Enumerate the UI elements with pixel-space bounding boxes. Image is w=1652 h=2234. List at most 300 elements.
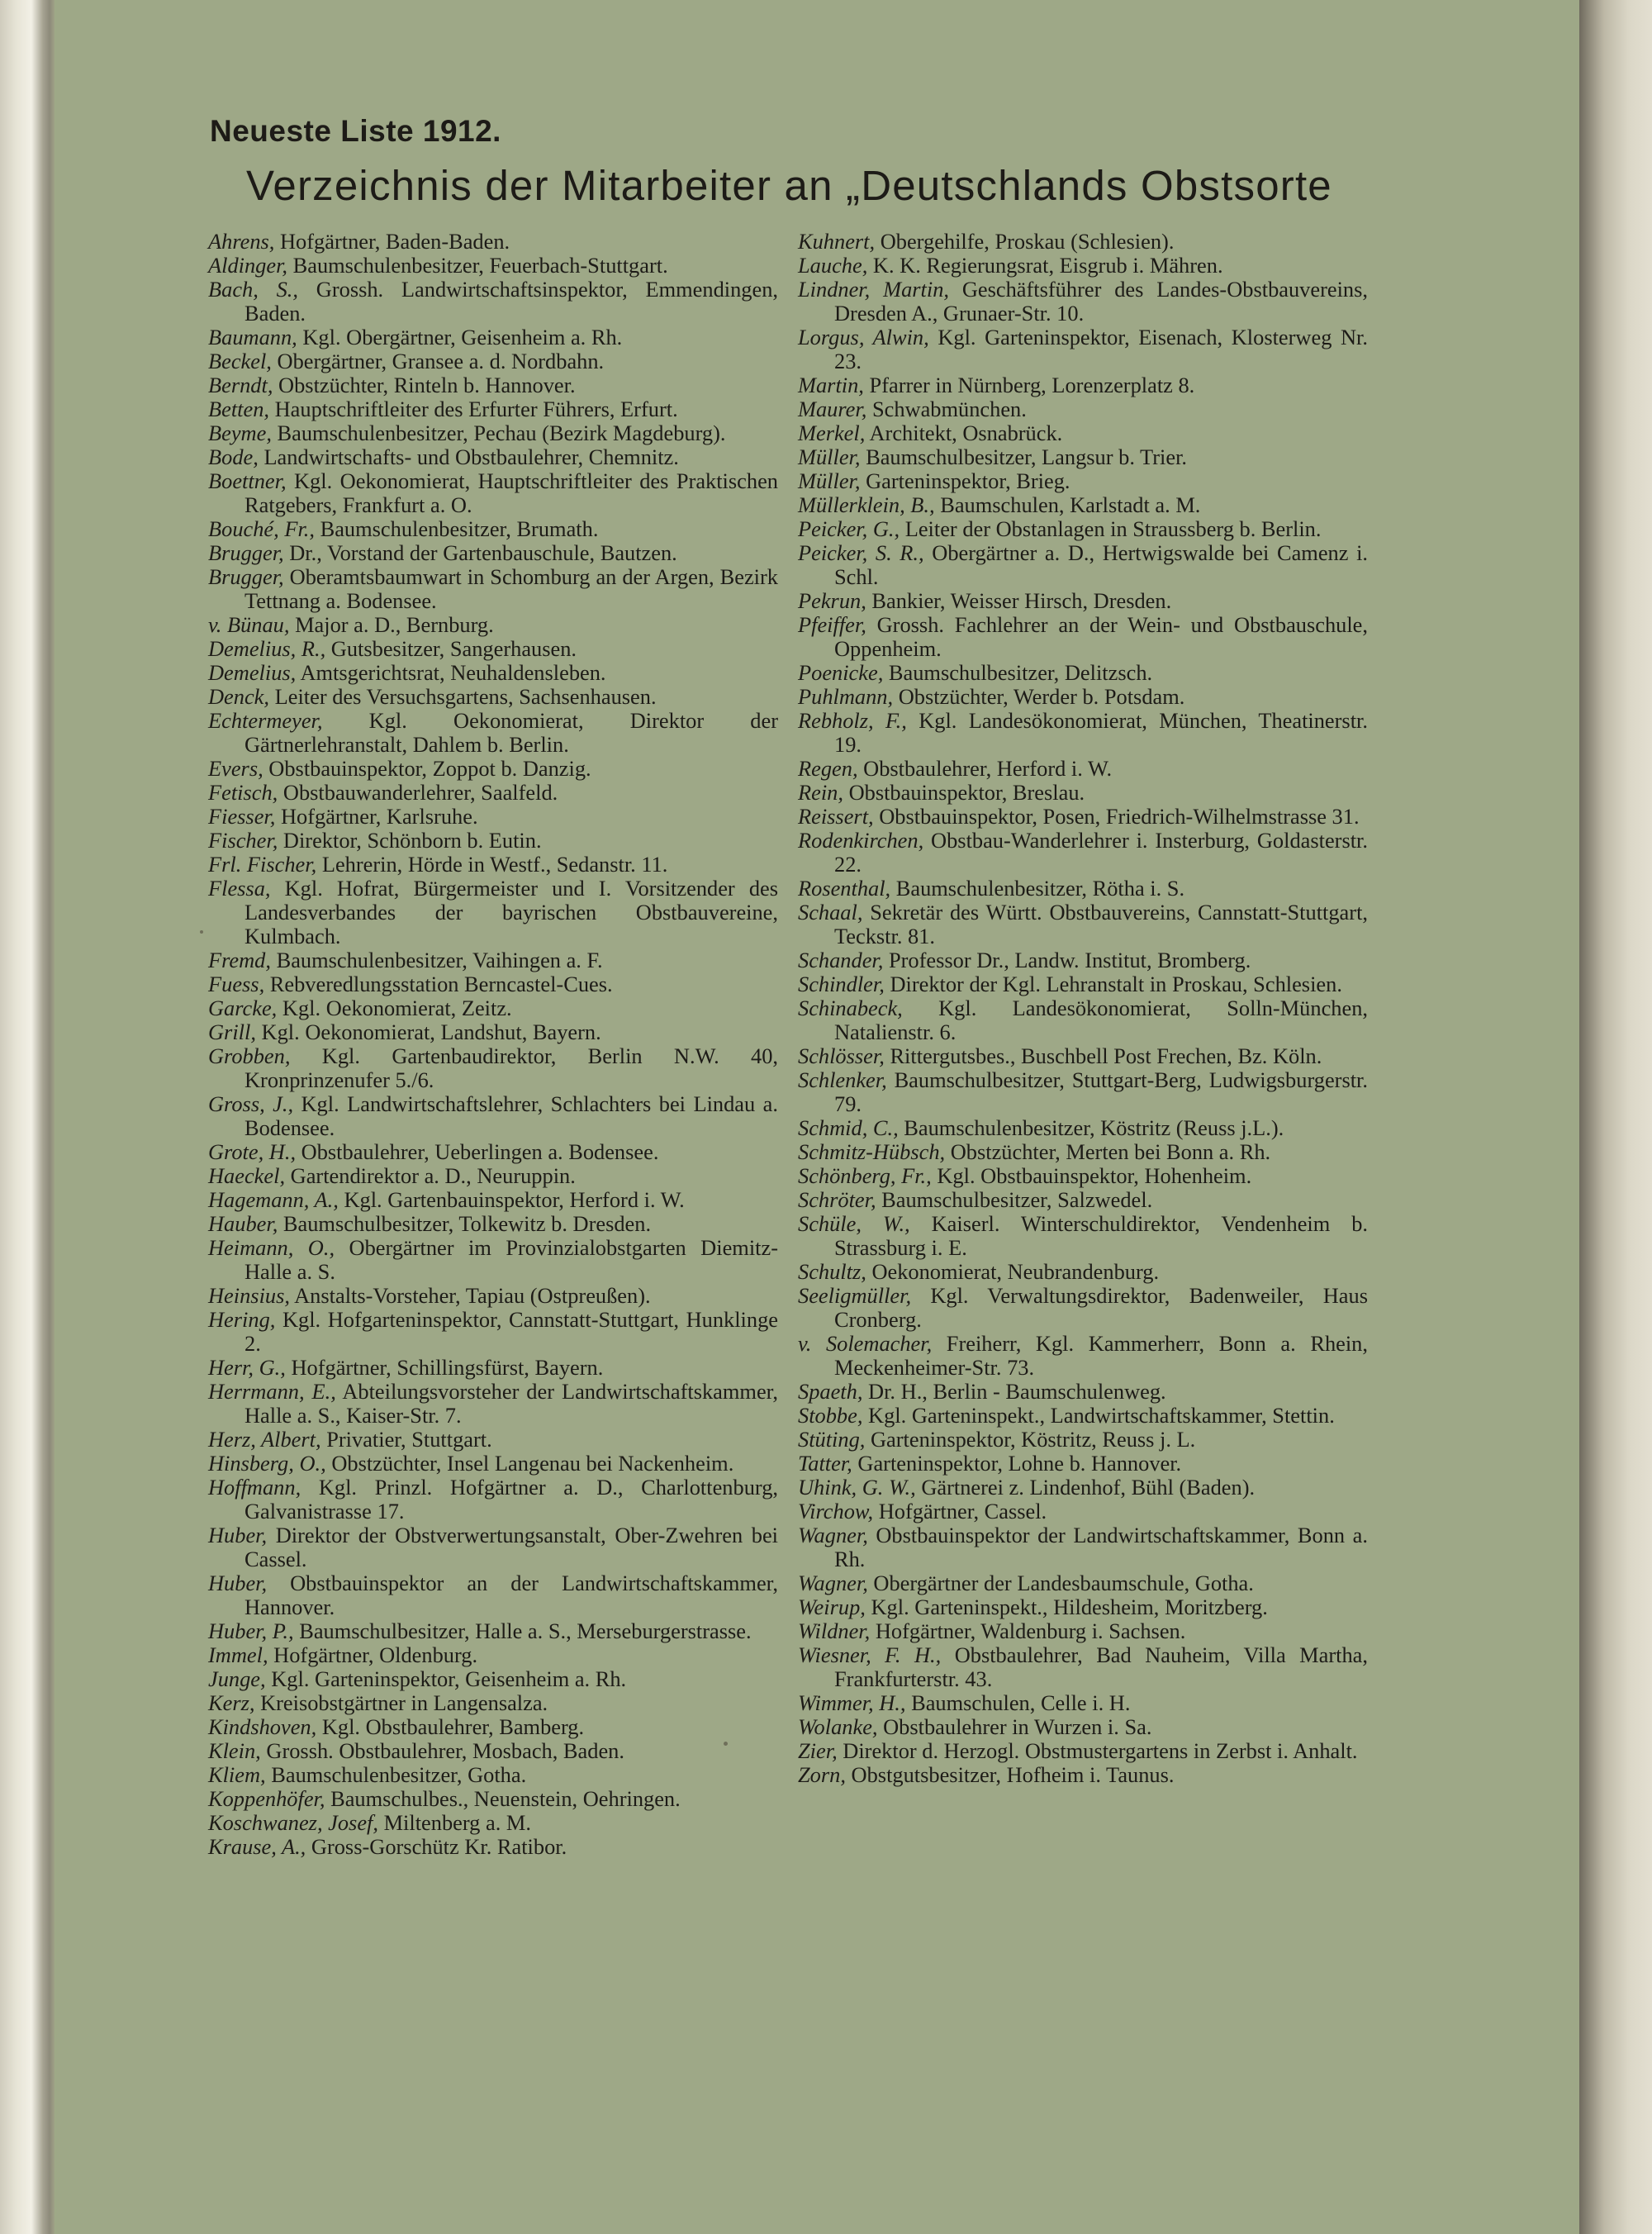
entry-description: Baumschulbesitzer, Tolkewitz b. Dresden. bbox=[282, 1211, 652, 1236]
list-entry bbox=[798, 661, 1368, 685]
list-entry bbox=[798, 541, 1368, 589]
entry-description: Garteninspektor, Brieg. bbox=[866, 468, 1070, 493]
entry-description: Baumschulen, Karlstadt a. M. bbox=[940, 492, 1201, 517]
entry-name: Betten, bbox=[208, 397, 270, 421]
entry-name: Heimann, O., bbox=[208, 1235, 335, 1260]
list-entry bbox=[798, 1571, 1368, 1595]
entry-description: Direktor der Kgl. Lehranstalt in Proskau, Schlesien. bbox=[890, 972, 1342, 996]
entry-description: Kgl. Garteninspekt., Landwirtschaftskammer, Stettin. bbox=[868, 1403, 1335, 1428]
list-entry bbox=[798, 1763, 1368, 1787]
entry-name: Wimmer, H., bbox=[798, 1690, 906, 1715]
entry-description: Obstbaulehrer, Bad Nauheim, Villa Martha, Frankfurterstr. 43. bbox=[834, 1642, 1368, 1691]
entry-description: Garteninspektor, Köstritz, Reuss j. L. bbox=[871, 1427, 1196, 1452]
list-entry bbox=[798, 685, 1368, 709]
entry-name: Schmid, C., bbox=[798, 1115, 899, 1140]
entry-description: Kgl. Oekonomierat, Hauptschriftleiter des Praktischen Ratgebers, Frankfurt a. O. bbox=[244, 468, 778, 517]
book-spine-left bbox=[0, 0, 55, 2234]
list-entry bbox=[798, 805, 1368, 829]
list-entry bbox=[208, 757, 778, 781]
entry-name: Merkel, bbox=[798, 421, 866, 445]
list-entry bbox=[798, 1140, 1368, 1164]
list-entry bbox=[208, 1835, 778, 1859]
entry-name: Schinabeck, bbox=[798, 996, 903, 1020]
entry-name: Reissert, bbox=[798, 804, 874, 829]
entry-description: Bankier, Weisser Hirsch, Dresden. bbox=[871, 588, 1172, 613]
entry-name: Wagner, bbox=[798, 1523, 868, 1547]
list-entry bbox=[208, 1571, 778, 1619]
entry-description: Baumschulenbesitzer, Brumath. bbox=[320, 516, 599, 541]
entry-description: Rebveredlungsstation Berncastel-Cues. bbox=[269, 972, 613, 996]
entry-description: Obstbauinspektor, Breslau. bbox=[848, 780, 1085, 805]
entry-description: Hofgärtner, Oldenburg. bbox=[273, 1642, 478, 1667]
list-entry bbox=[208, 1380, 778, 1428]
entry-description: Direktor d. Herzogl. Obstmustergartens in Zerbst i. Anhalt. bbox=[843, 1738, 1358, 1763]
entry-description: Major a. D., Bernburg. bbox=[295, 612, 494, 637]
entry-description: Pfarrer in Nürnberg, Lorenzerplatz 8. bbox=[869, 373, 1195, 397]
entry-description: Obstbaulehrer, Ueberlingen a. Bodensee. bbox=[301, 1139, 659, 1164]
entry-description: Oekonomierat, Neubrandenburg. bbox=[871, 1259, 1160, 1284]
entry-description: Professor Dr., Landw. Institut, Bromberg. bbox=[888, 948, 1251, 972]
entry-description: Hofgärtner, Waldenburg i. Sachsen. bbox=[875, 1618, 1186, 1643]
entry-name: Baumann, bbox=[208, 325, 297, 349]
entry-name: Gross, J., bbox=[208, 1091, 294, 1116]
entry-description: Grossh. Fachlehrer an der Wein- und Obstbauschule, Oppenheim. bbox=[834, 612, 1368, 661]
entry-name: Junge, bbox=[208, 1666, 266, 1691]
list-entry bbox=[208, 1164, 778, 1188]
entry-name: Schröter, bbox=[798, 1187, 876, 1212]
list-entry bbox=[798, 517, 1368, 541]
entry-description: Baumschulenbesitzer, Gotha. bbox=[271, 1762, 527, 1787]
list-entry bbox=[798, 1380, 1368, 1404]
entry-description: Obergärtner im Provinzialobstgarten Diemitz-Halle a. S. bbox=[244, 1235, 778, 1284]
entry-name: Kuhnert, bbox=[798, 229, 876, 254]
list-entry bbox=[208, 829, 778, 853]
list-entry bbox=[798, 421, 1368, 445]
list-entry bbox=[208, 1667, 778, 1691]
entry-name: Zier, bbox=[798, 1738, 838, 1763]
entry-name: Rodenkirchen, bbox=[798, 828, 924, 853]
entry-name: Huber, bbox=[208, 1571, 268, 1595]
entry-description: Gutsbesitzer, Sangerhausen. bbox=[330, 636, 577, 661]
entry-name: Bouché, Fr., bbox=[208, 516, 315, 541]
entry-description: Hofgärtner, Baden-Baden. bbox=[280, 229, 510, 254]
list-entry bbox=[208, 709, 778, 757]
list-entry bbox=[208, 1811, 778, 1835]
entry-description: Rittergutsbes., Buschbell Post Frechen, Bz. Köln. bbox=[890, 1043, 1322, 1068]
list-entry bbox=[208, 805, 778, 829]
entry-description: Schwabmünchen. bbox=[871, 397, 1027, 421]
list-entry bbox=[798, 278, 1368, 326]
entry-name: Klein, bbox=[208, 1738, 261, 1763]
left-column bbox=[208, 230, 778, 1859]
entry-description: Baumschulbesitzer, Salzwedel. bbox=[881, 1187, 1153, 1212]
entry-name: Rein, bbox=[798, 780, 843, 805]
entry-description: Baumschulenbesitzer, Feuerbach-Stuttgart. bbox=[292, 253, 668, 278]
entry-description: Kgl. Landwirtschaftslehrer, Schlachters bei Lindau a. Bodensee. bbox=[244, 1091, 778, 1140]
entry-description: Obergärtner a. D., Hertwigswalde bei Camenz i. Schl. bbox=[834, 540, 1368, 589]
entry-description: Kgl. Gartenbaudirektor, Berlin N.W. 40, Kronprinzenufer 5./6. bbox=[244, 1043, 778, 1092]
list-entry bbox=[798, 589, 1368, 613]
entry-description: Kgl. Obstbauinspektor, Hohenheim. bbox=[937, 1163, 1252, 1188]
entry-name: Hoffmann, bbox=[208, 1475, 301, 1500]
list-entry bbox=[208, 1308, 778, 1356]
entry-description: Sekretär des Württ. Obstbauvereins, Cannstatt-Stuttgart, Teckstr. 81. bbox=[834, 900, 1368, 948]
entry-name: Heinsius, bbox=[208, 1283, 290, 1308]
list-entry bbox=[798, 996, 1368, 1044]
entry-description: Landwirtschafts- und Obstbaulehrer, Chemnitz. bbox=[263, 444, 679, 469]
entry-name: Fischer, bbox=[208, 828, 278, 853]
list-entry bbox=[798, 613, 1368, 661]
entry-name: Schüle, W., bbox=[798, 1211, 910, 1236]
entry-name: Bach, S., bbox=[208, 277, 298, 302]
entry-description: Garteninspektor, Lohne b. Hannover. bbox=[857, 1451, 1182, 1476]
entry-description: Kgl. Hofrat, Bürgermeister und I. Vorsitzender des Landesverbandes der bayrischen Obstbauvereine, Kulmbach. bbox=[244, 876, 778, 948]
entry-name: Peicker, G., bbox=[798, 516, 900, 541]
list-entry bbox=[208, 373, 778, 397]
list-entry bbox=[208, 1020, 778, 1044]
entry-name: Rosenthal, bbox=[798, 876, 891, 901]
entry-description: Obstbauwanderlehrer, Saalfeld. bbox=[282, 780, 558, 805]
entry-description: Obstbauinspektor an der Landwirtschaftskammer, Hannover. bbox=[244, 1571, 778, 1619]
entry-name: Brugger, bbox=[208, 564, 284, 589]
entry-description: Obstgutsbesitzer, Hofheim i. Taunus. bbox=[851, 1762, 1175, 1787]
entry-description: Gärtnerei z. Lindenhof, Bühl (Baden). bbox=[921, 1475, 1256, 1500]
entry-description: K. K. Regierungsrat, Eisgrub i. Mähren. bbox=[872, 253, 1223, 278]
book-edge-right bbox=[1579, 0, 1652, 2234]
entry-description: Obstzüchter, Rinteln b. Hannover. bbox=[278, 373, 576, 397]
entry-name: Stobbe, bbox=[798, 1403, 863, 1428]
entry-description: Grossh. Landwirtschaftsinspektor, Emmendingen, Baden. bbox=[244, 277, 778, 326]
entry-name: Müllerklein, B., bbox=[798, 492, 935, 517]
list-entry bbox=[798, 1619, 1368, 1643]
list-entry bbox=[798, 1523, 1368, 1571]
entry-name: Lorgus, Alwin, bbox=[798, 325, 929, 349]
entry-name: Kerz, bbox=[208, 1690, 255, 1715]
entry-description: Grossh. Obstbaulehrer, Mosbach, Baden. bbox=[266, 1738, 624, 1763]
entry-name: Tatter, bbox=[798, 1451, 852, 1476]
entry-name: Demelius, R., bbox=[208, 636, 326, 661]
list-entry bbox=[798, 493, 1368, 517]
list-entry bbox=[208, 1643, 778, 1667]
entry-description: Kgl. Oekonomierat, Direktor der Gärtnerlehranstalt, Dahlem b. Berlin. bbox=[244, 708, 778, 757]
list-entry bbox=[208, 948, 778, 972]
entry-description: Baumschulbesitzer, Langsur b. Trier. bbox=[866, 444, 1187, 469]
entry-name: Virchow, bbox=[798, 1499, 874, 1523]
entry-description: Hofgärtner, Schillingsfürst, Bayern. bbox=[291, 1355, 604, 1380]
entry-name: Haeckel, bbox=[208, 1163, 286, 1188]
entry-name: Grill, bbox=[208, 1020, 256, 1044]
entry-name: Ahrens, bbox=[208, 229, 275, 254]
entry-name: Seeligmüller, bbox=[798, 1283, 912, 1308]
list-entry bbox=[798, 1500, 1368, 1523]
list-entry bbox=[798, 1691, 1368, 1715]
list-entry bbox=[798, 254, 1368, 278]
list-entry bbox=[798, 781, 1368, 805]
entry-name: Herr, G., bbox=[208, 1355, 286, 1380]
entry-name: Schindler, bbox=[798, 972, 885, 996]
list-entry bbox=[208, 613, 778, 637]
entry-description: Obstbau-Wanderlehrer i. Insterburg, Goldasterstr. 22. bbox=[834, 828, 1368, 877]
list-entry bbox=[208, 996, 778, 1020]
list-entry bbox=[208, 278, 778, 326]
entry-name: Flessa, bbox=[208, 876, 271, 901]
list-entry bbox=[798, 1643, 1368, 1691]
list-entry bbox=[798, 757, 1368, 781]
entry-name: Stüting, bbox=[798, 1427, 866, 1452]
entry-name: Pekrun, bbox=[798, 588, 866, 613]
right-column bbox=[798, 230, 1368, 1787]
entry-name: Lindner, Martin, bbox=[798, 277, 949, 302]
entry-name: Wagner, bbox=[798, 1571, 868, 1595]
entry-description: Baumschulbesitzer, Halle a. S., Merseburgerstrasse. bbox=[299, 1618, 752, 1643]
entry-description: Baumschulbes., Neuenstein, Oehringen. bbox=[330, 1786, 681, 1811]
entry-name: Pfeiffer, bbox=[798, 612, 866, 637]
list-entry bbox=[798, 1739, 1368, 1763]
list-entry bbox=[208, 877, 778, 948]
list-entry bbox=[798, 1116, 1368, 1140]
list-entry bbox=[208, 1452, 778, 1476]
entry-name: Bode, bbox=[208, 444, 259, 469]
entry-name: Uhink, G. W., bbox=[798, 1475, 916, 1500]
list-entry bbox=[208, 1739, 778, 1763]
list-entry bbox=[208, 685, 778, 709]
entry-description: Kgl. Garteninspektor, Eisenach, Klosterweg Nr. 23. bbox=[834, 325, 1368, 373]
list-entry bbox=[208, 230, 778, 254]
list-entry bbox=[798, 1476, 1368, 1500]
entry-description: Obstbauinspektor, Zoppot b. Danzig. bbox=[268, 756, 591, 781]
list-entry bbox=[208, 1236, 778, 1284]
page-title: Verzeichnis der Mitarbeiter an „Deutschlands Obstsorte bbox=[246, 162, 1332, 209]
entry-description: Obergehilfe, Proskau (Schlesien). bbox=[880, 229, 1175, 254]
entry-name: Schmitz-Hübsch, bbox=[798, 1139, 946, 1164]
entry-name: Lauche, bbox=[798, 253, 868, 278]
entry-description: Leiter der Obstanlagen in Straussberg b. Berlin. bbox=[904, 516, 1322, 541]
entry-name: Koschwanez, Josef, bbox=[208, 1810, 378, 1835]
entry-name: Poenicke, bbox=[798, 660, 884, 685]
entry-name: Hinsberg, O., bbox=[208, 1451, 326, 1476]
list-entry bbox=[798, 1595, 1368, 1619]
entry-name: Garcke, bbox=[208, 996, 278, 1020]
entry-description: Gross-Gorschütz Kr. Ratibor. bbox=[311, 1834, 567, 1859]
entry-name: Schaal, bbox=[798, 900, 863, 924]
entry-name: v. Solemacher, bbox=[798, 1331, 933, 1356]
entry-name: Fiesser, bbox=[208, 804, 276, 829]
entry-name: v. Bünau, bbox=[208, 612, 290, 637]
list-entry bbox=[208, 1356, 778, 1380]
entry-name: Maurer, bbox=[798, 397, 867, 421]
entry-name: Hagemann, A., bbox=[208, 1187, 339, 1212]
list-entry bbox=[798, 1428, 1368, 1452]
list-entry bbox=[208, 781, 778, 805]
entry-description: Obstbauinspektor, Posen, Friedrich-Wilhelmstrasse 31. bbox=[879, 804, 1360, 829]
list-entry bbox=[798, 1260, 1368, 1284]
entry-description: Obstbauinspektor der Landwirtschaftskammer, Bonn a. Rh. bbox=[834, 1523, 1368, 1571]
entry-description: Baumschulenbesitzer, Rötha i. S. bbox=[895, 876, 1185, 901]
list-entry bbox=[208, 349, 778, 373]
entry-description: Obergärtner der Landesbaumschule, Gotha. bbox=[873, 1571, 1254, 1595]
entry-description: Obstzüchter, Insel Langenau bei Nackenheim. bbox=[331, 1451, 734, 1476]
entry-name: Beckel, bbox=[208, 349, 272, 373]
entry-name: Hauber, bbox=[208, 1211, 278, 1236]
entry-name: Frl. Fischer, bbox=[208, 852, 317, 877]
document-page bbox=[55, 0, 1579, 2234]
entry-name: Regen, bbox=[798, 756, 858, 781]
entry-name: Fetisch, bbox=[208, 780, 278, 805]
list-entry bbox=[798, 1164, 1368, 1188]
entry-description: Obergärtner, Gransee a. d. Nordbahn. bbox=[277, 349, 605, 373]
entry-description: Obstzüchter, Werder b. Potsdam. bbox=[898, 684, 1185, 709]
entry-name: Brugger, bbox=[208, 540, 284, 565]
entry-name: Herrmann, E., bbox=[208, 1379, 336, 1404]
entry-description: Dr. H., Berlin - Baumschulenweg. bbox=[868, 1379, 1166, 1404]
entry-name: Fremd, bbox=[208, 948, 271, 972]
entry-description: Kgl. Obergärtner, Geisenheim a. Rh. bbox=[302, 325, 623, 349]
list-entry bbox=[798, 469, 1368, 493]
entry-name: Demelius, bbox=[208, 660, 297, 685]
list-entry bbox=[798, 901, 1368, 948]
entry-description: Kgl. Oekonomierat, Landshut, Bayern. bbox=[261, 1020, 601, 1044]
entry-description: Leiter des Versuchsgartens, Sachsenhausen. bbox=[274, 684, 657, 709]
list-entry bbox=[208, 1140, 778, 1164]
list-entry bbox=[208, 1787, 778, 1811]
entry-name: Schlenker, bbox=[798, 1067, 887, 1092]
list-label: Neueste Liste 1912. bbox=[210, 114, 501, 148]
entry-name: Echtermeyer, bbox=[208, 708, 323, 733]
entry-name: Rebholz, F., bbox=[798, 708, 907, 733]
list-entry bbox=[798, 1404, 1368, 1428]
entry-name: Martin, bbox=[798, 373, 864, 397]
entry-description: Dr., Vorstand der Gartenbauschule, Bautzen. bbox=[289, 540, 677, 565]
entry-name: Huber, bbox=[208, 1523, 268, 1547]
list-entry bbox=[208, 326, 778, 349]
entry-description: Hauptschriftleiter des Erfurter Führers, Erfurt. bbox=[274, 397, 678, 421]
entry-description: Oberamtsbaumwart in Schomburg an der Argen, Bezirk Tettnang a. Bodensee. bbox=[244, 564, 778, 613]
list-entry bbox=[798, 326, 1368, 373]
list-entry bbox=[208, 1428, 778, 1452]
entry-description: Architekt, Osnabrück. bbox=[869, 421, 1063, 445]
entry-description: Baumschulbesitzer, Delitzsch. bbox=[888, 660, 1153, 685]
entry-name: Denck, bbox=[208, 684, 269, 709]
entry-name: Evers, bbox=[208, 756, 263, 781]
entry-description: Kgl. Garteninspekt., Hildesheim, Moritzberg. bbox=[871, 1595, 1268, 1619]
list-entry bbox=[208, 1188, 778, 1212]
list-entry bbox=[798, 1188, 1368, 1212]
entry-name: Schander, bbox=[798, 948, 884, 972]
entry-name: Schlösser, bbox=[798, 1043, 885, 1068]
entry-name: Müller, bbox=[798, 444, 861, 469]
entry-name: Grote, H., bbox=[208, 1139, 297, 1164]
entry-description: Lehrerin, Hörde in Westf., Sedanstr. 11. bbox=[321, 852, 668, 877]
list-entry bbox=[208, 637, 778, 661]
entry-name: Zorn, bbox=[798, 1762, 846, 1787]
list-entry bbox=[208, 469, 778, 517]
entry-name: Krause, A., bbox=[208, 1834, 306, 1859]
list-entry bbox=[798, 1212, 1368, 1260]
entry-description: Miltenberg a. M. bbox=[383, 1810, 531, 1835]
entry-description: Baumschulen, Celle i. H. bbox=[911, 1690, 1131, 1715]
entry-description: Direktor, Schönborn b. Eutin. bbox=[282, 828, 542, 853]
entry-name: Schönberg, Fr., bbox=[798, 1163, 932, 1188]
list-entry bbox=[208, 1476, 778, 1523]
entry-name: Spaeth, bbox=[798, 1379, 863, 1404]
list-entry bbox=[798, 373, 1368, 397]
entry-name: Boettner, bbox=[208, 468, 287, 493]
list-entry bbox=[208, 1715, 778, 1739]
list-entry bbox=[208, 421, 778, 445]
entry-description: Kreisobstgärtner in Langensalza. bbox=[260, 1690, 548, 1715]
entry-name: Huber, P., bbox=[208, 1618, 294, 1643]
entry-description: Obstzüchter, Merten bei Bonn a. Rh. bbox=[950, 1139, 1271, 1164]
entry-description: Obstbaulehrer, Herford i. W. bbox=[863, 756, 1113, 781]
entry-description: Kaiserl. Winterschuldirektor, Vendenheim b. Strassburg i. E. bbox=[834, 1211, 1369, 1260]
list-entry bbox=[208, 517, 778, 541]
list-entry bbox=[798, 948, 1368, 972]
entry-name: Wildner, bbox=[798, 1618, 871, 1643]
entry-description: Kgl. Landesökonomierat, München, Theatinerstr. 19. bbox=[834, 708, 1368, 757]
list-entry bbox=[798, 1044, 1368, 1068]
entry-name: Fuess, bbox=[208, 972, 265, 996]
entry-name: Wolanke, bbox=[798, 1714, 878, 1739]
list-entry bbox=[798, 1284, 1368, 1332]
entry-description: Amtsgerichtsrat, Neuhaldensleben. bbox=[300, 660, 606, 685]
entry-description: Direktor der Obstverwertungsanstalt, Ober-Zwehren bei Cassel. bbox=[244, 1523, 778, 1571]
list-entry bbox=[798, 972, 1368, 996]
entry-name: Wiesner, F. H., bbox=[798, 1642, 942, 1667]
paper-fleck bbox=[724, 1742, 728, 1746]
entry-description: Hofgärtner, Cassel. bbox=[878, 1499, 1047, 1523]
list-entry bbox=[798, 1452, 1368, 1476]
list-entry bbox=[208, 541, 778, 565]
entry-description: Kgl. Hofgarteninspektor, Cannstatt-Stuttgart, Hunklinge 2. bbox=[244, 1307, 778, 1356]
entry-description: Privatier, Stuttgart. bbox=[326, 1427, 492, 1452]
list-entry bbox=[208, 1523, 778, 1571]
entry-description: Gartendirektor a. D., Neuruppin. bbox=[290, 1163, 576, 1188]
entry-description: Baumschulenbesitzer, Köstritz (Reuss j.L.). bbox=[904, 1115, 1284, 1140]
entry-description: Baumschulenbesitzer, Vaihingen a. F. bbox=[276, 948, 603, 972]
list-entry bbox=[208, 445, 778, 469]
entry-description: Hofgärtner, Karlsruhe. bbox=[280, 804, 478, 829]
list-entry bbox=[798, 877, 1368, 901]
entry-description: Baumschulbesitzer, Stuttgart-Berg, Ludwigsburgerstr. 79. bbox=[834, 1067, 1368, 1116]
entry-description: Baumschulenbesitzer, Pechau (Bezirk Magdeburg). bbox=[277, 421, 726, 445]
list-entry bbox=[798, 230, 1368, 254]
list-entry bbox=[208, 1691, 778, 1715]
list-entry bbox=[208, 1763, 778, 1787]
list-entry bbox=[208, 565, 778, 613]
entry-name: Kliem, bbox=[208, 1762, 266, 1787]
entry-description: Kgl. Landesökonomierat, Solln-München, Natalienstr. 6. bbox=[834, 996, 1368, 1044]
list-entry bbox=[208, 661, 778, 685]
list-entry bbox=[208, 1284, 778, 1308]
entry-name: Grobben, bbox=[208, 1043, 291, 1068]
entry-description: Kgl. Verwaltungsdirektor, Badenweiler, Haus Cronberg. bbox=[834, 1283, 1368, 1332]
entry-name: Peicker, S. R., bbox=[798, 540, 924, 565]
entry-description: Abteilungsvorsteher der Landwirtschaftskammer, Halle a. S., Kaiser-Str. 7. bbox=[244, 1379, 778, 1428]
list-entry bbox=[208, 1044, 778, 1092]
entry-description: Kgl. Obstbaulehrer, Bamberg. bbox=[321, 1714, 585, 1739]
paper-fleck bbox=[200, 930, 203, 934]
entry-name: Aldinger, bbox=[208, 253, 288, 278]
list-entry bbox=[208, 853, 778, 877]
list-entry bbox=[798, 709, 1368, 757]
entry-description: Kgl. Prinzl. Hofgärtner a. D., Charlottenburg, Galvanistrasse 17. bbox=[244, 1475, 778, 1523]
entry-description: Kgl. Gartenbauinspektor, Herford i. W. bbox=[344, 1187, 685, 1212]
entry-name: Beyme, bbox=[208, 421, 272, 445]
entry-name: Weirup, bbox=[798, 1595, 866, 1619]
entry-name: Hering, bbox=[208, 1307, 276, 1332]
entry-description: Kgl. Garteninspektor, Geisenheim a. Rh. bbox=[271, 1666, 627, 1691]
list-entry bbox=[798, 445, 1368, 469]
